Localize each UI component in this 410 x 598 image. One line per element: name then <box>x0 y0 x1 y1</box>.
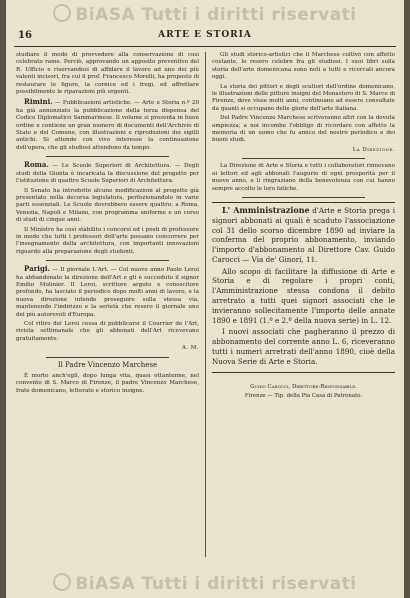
section-text: — Pubblicazioni artistiche. — Arte e Storia n.º 20 ha già annunziato la pubblicazione della terza dispensa del Codice Diplomatico Sammarinese. Il volume si presenta in buon ordine e contiene un gran numero di documenti dell'Archivio di Stato e del Comune, con illustrazioni e riproduzioni dei sigilli antichi. Si attende con vivo interesse la continuazione dell'opera, che gli studiosi attendono da tempo. <box>16 100 199 151</box>
section-title: Parigi. <box>24 264 50 274</box>
header-rule <box>14 46 396 47</box>
section-title: Rimini. <box>24 97 53 107</box>
printer-line: Firenze — Tip. della Pia Casa di Patronato. <box>244 392 363 399</box>
section-title: Roma. <box>24 160 49 170</box>
imprint <box>212 383 395 401</box>
column-divider <box>205 52 206 557</box>
paragraph: La Direzione di Arte e Storia e tutti i collaboratori rinnovano ai lettori ed agli abbonati l'augurio di ogni prosperità per il nuovo anno, e li ringraziano della benevolenza con cui hanno sempre accolto le loro fatiche. <box>212 163 395 192</box>
left-column <box>16 52 199 562</box>
divider <box>46 260 169 261</box>
divider <box>46 156 169 157</box>
notice-text: d'Arte e Storia prega i signori abbonati ai quali è scaduto l'associazione col 31 dello scorso dicembre 1890 ad inviare la conferma del proprio abbonamento, inviando l'importo d'abbonamento al Direttore Cav. Guido Carocci — Via de' Ginori, 11. <box>212 205 395 264</box>
section-rimini <box>16 98 199 152</box>
page-number: 16 <box>18 30 32 41</box>
section-parigi <box>16 265 199 319</box>
administration-notice <box>212 202 395 373</box>
editor-line: Guido Carocci, Direttore-Responsabile. <box>250 383 357 390</box>
watermark-top <box>0 4 410 25</box>
library-logo-icon <box>53 573 71 591</box>
obituary-title: Il Padre Vincenzo Marchese <box>57 360 158 369</box>
signature: La Direzione. <box>352 146 395 153</box>
divider <box>46 357 169 358</box>
notice-paragraph <box>212 206 395 265</box>
notice-paragraph: Allo scopo di facilitare la diffusione di Arte e Storia e di regolare i propri conti, l'Amministrazione stessa condona il debito arretrato a tutti quei signori associati che le invieranno sollecitamente l'importo delle annate 1890 e 1891 (1.º e 2.º della nuova serie) in L. 12. <box>212 266 395 325</box>
paragraph: Col ritiro del Leroi cessa di pubblicarsi il Courrier de l'Art, rivista settimanale che gli abbonati dell'Art ricevevano gratuitamente. <box>16 321 199 342</box>
paragraph: Il Senato ha introdotto alcune modificazioni al progetto già presentato nella decorsa legislatura, perfezionandolo in varie parti essenziali. Le Scuole dovrebbero essere quattro: a Roma, Venezia, Napoli e Milano, con programma uniforme e un corso di studi di cinque anni. <box>16 187 199 224</box>
paragraph: Il Ministro ha così stabilito i concorsi ed i posti di professore in modo che tutti i professori dell'arte possano concorrere per l'insegnamento della architettura, con importanti innovazioni riguardo alla preparazione degli studenti. <box>16 226 199 255</box>
paragraph: La storia dei pittori e degli scultori dell'ordine domenicano, le illustrazioni delle pitture insigni del Monastero di S. Marco di Firenze, dove visse molti anni, continuano ad essere consultate da quanti si occupano delle glorie dell'arte italiana. <box>212 83 395 112</box>
watermark-text: BiASA Tutti i diritti riservati <box>75 574 357 594</box>
section-text: — Il giornale L'Art. — Col nuovo anno Paolo Leroi ha abbandonato la direzione dell'Art e gli è succeduto il signor Emilio Molinier. Il Leroi, scrittore arguto e conoscitore profondo, ha lasciato il periodico dopo molti anni di lavoro, e la nuova direzione intende proseguire sulla stessa via, mantenendo l'indirizzo e la serietà che resero il giornale uno dei più autorevoli d'Europa. <box>16 267 199 318</box>
section-roma <box>16 161 199 185</box>
divider <box>242 158 365 159</box>
signature: A. M. <box>181 345 199 352</box>
scan-edge-left <box>0 0 6 598</box>
paragraph: studiare il modo di provvedere alla conservazione di così celebrato rame. Perciò, approvando un apposito preventivo del R. Ufficio e riservandosi di affidare il lavoro ad uno dei più valenti incisori, fra cui il prof. Francesco Morelli, ha proposto di restaurare le figure, la cornice ed i fregi, ed affrettare possibilmente le riparazioni più urgenti. <box>16 52 199 96</box>
notice-paragraph: I nuovi associati che pagheranno il prezzo di abbonamento del corrente anno L. 6, riceveranno tutti i numeri arretrati dell'anno 1890, cioè della Nuova Serie di Arte e Storia. <box>212 327 395 366</box>
watermark-text: BiASA Tutti i diritti riservati <box>75 5 357 25</box>
running-title: ARTE E STORIA <box>158 30 252 40</box>
paragraph: Del Padre Vincenzo Marchese scriveranno altri con la dovuta ampiezza; a noi incombe l'obbligo di ricordare con affetto la memoria di un uomo che fu amico del nostro periodico e dei buoni studi. <box>212 115 395 144</box>
scan-edge-right <box>404 0 410 598</box>
library-logo-icon <box>53 4 71 22</box>
right-column <box>212 52 395 562</box>
paragraph: Gli studi storico-artistici che il Marchese coltivò con affetto costante, lo resero celebre fra gli studiosi. I suoi libri sulla storia dell'arte domenicana sono noti a tutti e ricercati ancora oggi. <box>212 52 395 81</box>
paragraph: È morto anch'egli, dopo lunga vita, quasi ottantenne, nel convento di S. Marco di Firenze, il padre Vincenzo Marchese, frate domenicano, letterato e storico insigne. <box>16 373 199 394</box>
section-text: — Le Scuole Superiori di Architettura. — Degli studi della Giunta è incaricata la discussione del progetto per l'istituzione di quattro Scuole Superiori di Architettura. <box>16 163 199 185</box>
notice-lead: L' Amministrazione <box>222 204 310 215</box>
watermark-bottom <box>0 573 410 594</box>
divider <box>242 197 365 198</box>
page-header <box>14 30 396 44</box>
